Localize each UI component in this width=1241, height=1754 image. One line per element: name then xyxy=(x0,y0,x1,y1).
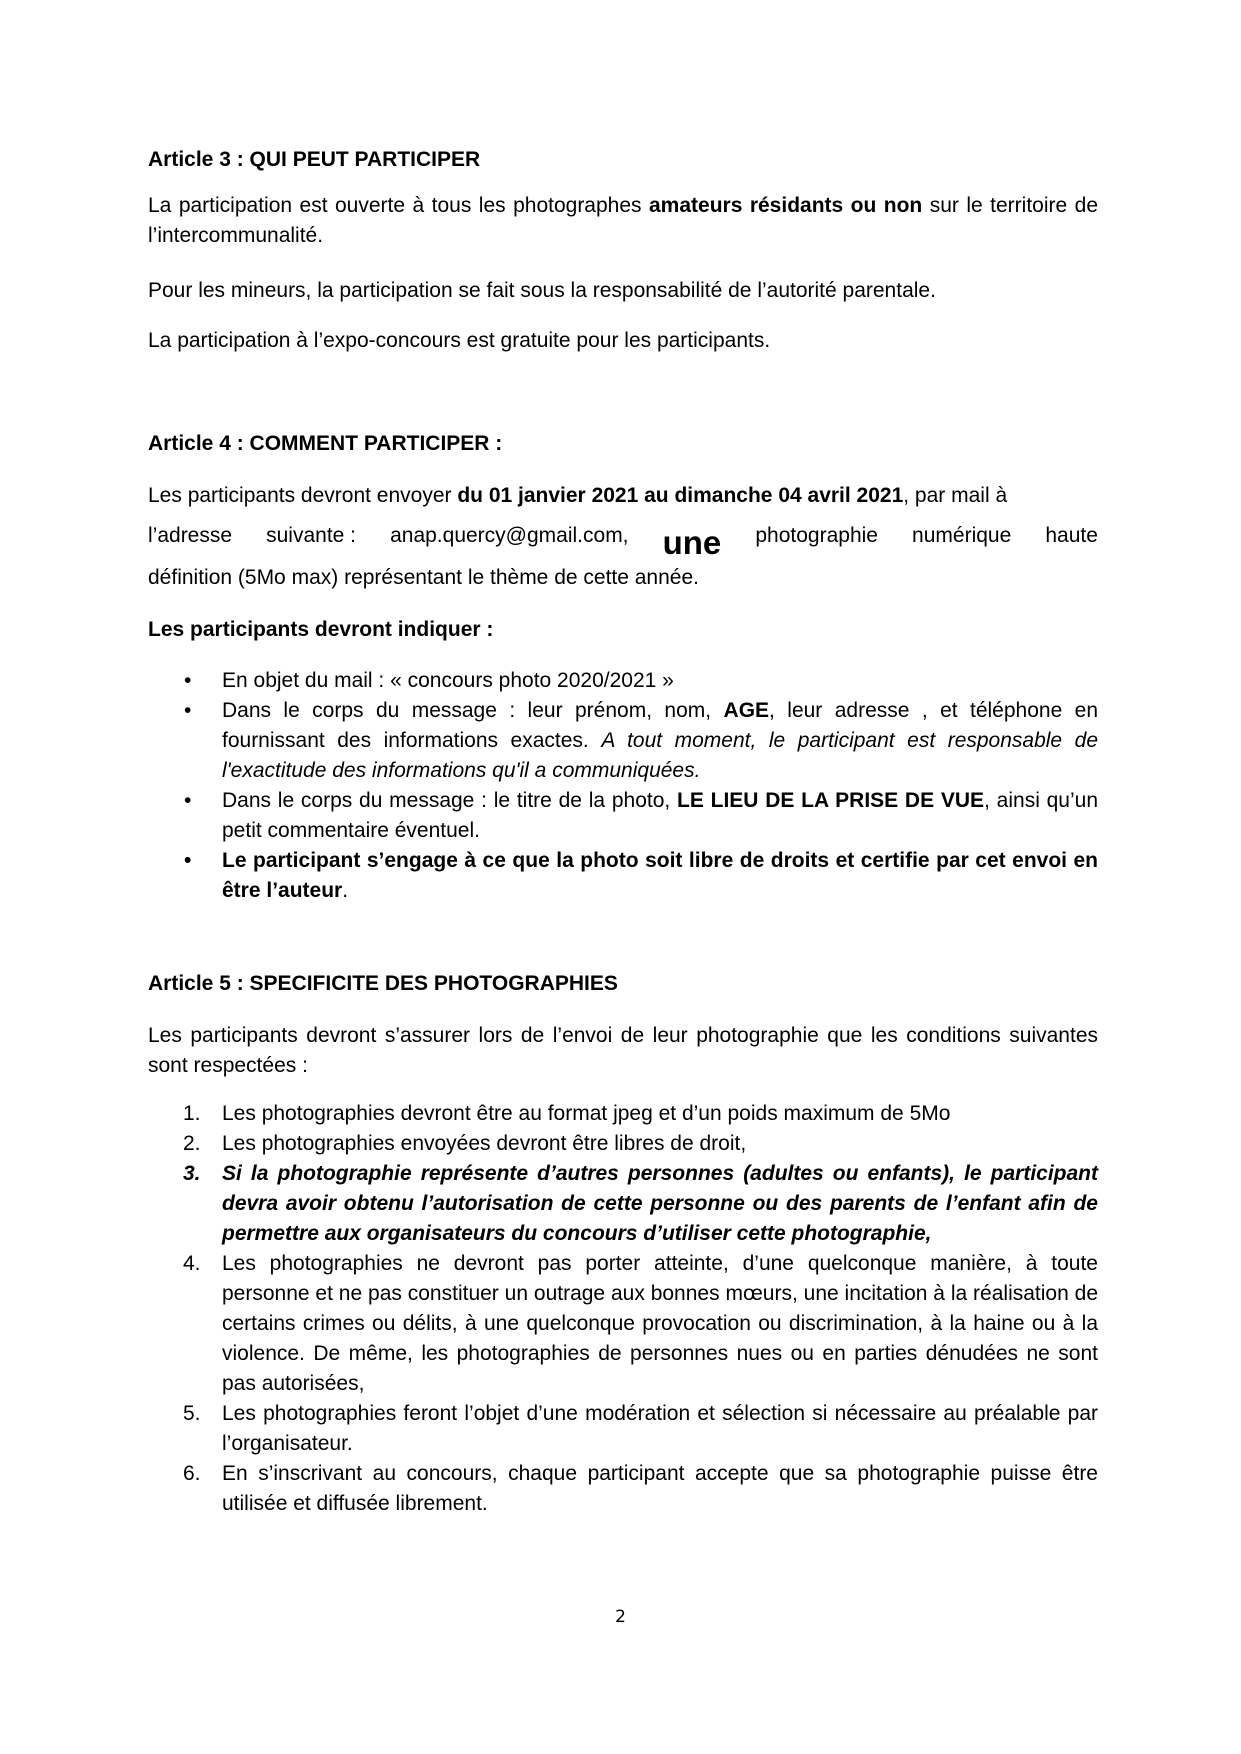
word: haute xyxy=(1045,524,1098,547)
word: photographie xyxy=(755,524,878,547)
article-4-line-2 xyxy=(148,524,1098,562)
article-3-paragraph-2: Pour les mineurs, la participation se fait sous la responsabilité de l’autorité parentale. xyxy=(148,279,936,302)
list-item xyxy=(148,1249,1098,1399)
text: , par mail à xyxy=(903,484,1008,507)
article-4-heading: Article 4 : COMMENT PARTICIPER : xyxy=(148,432,503,455)
list-item xyxy=(148,666,1098,696)
word: numérique xyxy=(912,524,1012,547)
emphasis-une: une xyxy=(662,524,722,561)
text: Dans le corps du message : leur prénom, nom, xyxy=(222,699,724,722)
item-number: 3. xyxy=(183,1162,201,1185)
list-item xyxy=(148,1099,1098,1129)
list-item xyxy=(148,1159,1098,1249)
text: Dans le corps du message : le titre de la photo, xyxy=(222,789,678,812)
bullet-icon: • xyxy=(184,699,192,722)
article-3-heading: Article 3 : QUI PEUT PARTICIPER xyxy=(148,148,481,171)
item-number: 5. xyxy=(183,1402,201,1425)
article-4-bullet-list xyxy=(148,666,1098,906)
dates-bold: du 01 janvier 2021 au dimanche 04 avril 2021 xyxy=(457,484,904,507)
item-text: Les photographies feront l’objet d’une modération et sélection si nécessaire au préalable par l’organisateur. xyxy=(222,1402,1098,1455)
bold-text: Le participant s’engage à ce que la photo soit libre de droits et certifie par cet envoi en être l’auteur xyxy=(222,849,1098,902)
article-5-numbered-list xyxy=(148,1099,1098,1519)
article-5-intro: Les participants devront s’assurer lors de l’envoi de leur photographie que les conditions suivantes sont respectées : xyxy=(148,1024,1098,1077)
item-text: Les photographies devront être au format jpeg et d’un poids maximum de 5Mo xyxy=(222,1102,951,1125)
email-address: anap.quercy@gmail.com, xyxy=(390,524,629,547)
text: En objet du mail : « concours photo 2020/2021 » xyxy=(222,669,674,692)
list-item xyxy=(148,846,1098,906)
list-item xyxy=(148,1129,1098,1159)
list-item xyxy=(148,1459,1098,1519)
bold-text: LE LIEU DE LA PRISE DE VUE xyxy=(677,789,985,812)
list-item xyxy=(148,696,1098,786)
article-5-heading: Article 5 : SPECIFICITE DES PHOTOGRAPHIES xyxy=(148,972,618,995)
text: La participation est ouverte à tous les photographes xyxy=(148,194,649,217)
page-number: 2 xyxy=(615,1607,626,1627)
item-number: 4. xyxy=(183,1252,201,1275)
article-4-line-3: définition (5Mo max) représentant le thème de cette année. xyxy=(148,566,699,589)
article-4-subheading: Les participants devront indiquer : xyxy=(148,618,494,641)
word: l’adresse xyxy=(148,524,233,547)
item-text: Les photographies ne devront pas porter atteinte, d’une quelconque manière, à toute personne et ne pas constituer un outrage aux bonnes mœurs, une incitation à la réalisation de certains crimes ou délits, à une quelconque provocation ou discrimination, à la haine ou à la violence. De même, les photographies de personnes nues ou en parties dénudées ne sont pas autorisées, xyxy=(222,1252,1098,1395)
item-number: 6. xyxy=(183,1462,201,1485)
list-item xyxy=(148,786,1098,846)
article-4-line-1 xyxy=(148,484,1007,508)
item-text: En s’inscrivant au concours, chaque participant accepte que sa photographie puisse être utilisée et diffusée librement. xyxy=(222,1462,1098,1515)
bold-text: amateurs résidants ou non xyxy=(648,194,923,217)
text: , ainsi qu’un petit commentaire éventuel. xyxy=(222,789,1099,842)
item-text: Les photographies envoyées devront être libres de droit, xyxy=(222,1132,747,1155)
item-text: Si la photographie représente d’autres personnes (adultes ou enfants), le participant devra avoir obtenu l’autorisation de cette personne ou des parents de l’enfant afin de permettre aux organisateurs du concours d’utiliser cette photographie, xyxy=(222,1162,1098,1245)
text: Les participants devront envoyer xyxy=(148,484,458,507)
italic-text: A tout moment, le participant est responsable de l'exactitude des informations qu'il a communiquées. xyxy=(222,729,1099,782)
bullet-icon: • xyxy=(184,669,192,692)
text: sur le territoire de l’intercommunalité. xyxy=(148,194,1098,247)
item-number: 1. xyxy=(183,1102,201,1125)
article-3-paragraph-3: La participation à l’expo-concours est gratuite pour les participants. xyxy=(148,329,771,352)
bullet-icon: • xyxy=(184,789,192,812)
article-3-paragraph-1 xyxy=(148,191,1098,251)
text: , leur adresse , et téléphone en fournissant des informations exactes. xyxy=(222,699,1099,752)
word: suivante : xyxy=(266,524,357,547)
list-item xyxy=(148,1399,1098,1459)
item-number: 2. xyxy=(183,1132,201,1155)
text: . xyxy=(342,879,349,902)
bold-text: AGE xyxy=(723,699,770,722)
bullet-icon: • xyxy=(184,849,192,872)
